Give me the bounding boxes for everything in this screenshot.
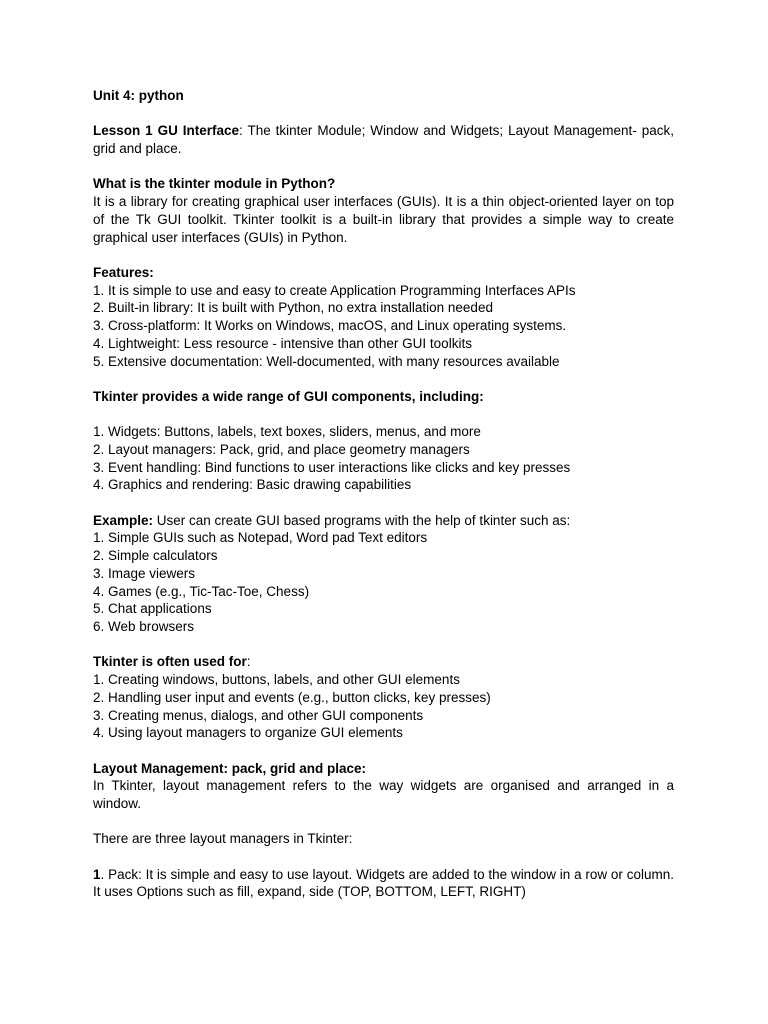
features-list [93, 282, 674, 371]
list-item: 4. Lightweight: Less resource - intensive than other GUI toolkits [93, 335, 472, 351]
list-item: 1. Creating windows, buttons, labels, and other GUI elements [93, 672, 460, 688]
list-item: 1. It is simple to use and easy to create Application Programming Interfaces APIs [93, 282, 576, 298]
layout-management-body: In Tkinter, layout management refers to the way widgets are organised and arranged in a window. [93, 778, 674, 811]
list-item: 3. Image viewers [93, 565, 196, 581]
example-text: User can create GUI based programs with the help of tkinter such as: [153, 512, 571, 528]
used-for-colon: : [246, 654, 251, 670]
pack-text: . Pack: It is simple and easy to use layout. Widgets are added to the window in a row or column. It uses Options such as fill, expand, side (TOP, BOTTOM, LEFT, RIGHT) [93, 866, 674, 900]
list-item: 1. Simple GUIs such as Notepad, Word pad Text editors [93, 530, 428, 546]
list-item: 2. Layout managers: Pack, grid, and place geometry managers [93, 441, 470, 457]
lesson-line [93, 122, 674, 157]
what-is-body: It is a library for creating graphical user interfaces (GUIs). It is a thin object-oriented layer on top of the Tk GUI toolkit. Tkinter toolkit is a built-in library that provides a simple way to create graphical user interfaces (GUIs) in Python. [93, 194, 674, 245]
components-list [93, 423, 674, 494]
used-for-heading [93, 653, 674, 671]
components-heading: Tkinter provides a wide range of GUI components, including: [93, 388, 484, 404]
layout-managers-intro: There are three layout managers in Tkinter: [93, 831, 353, 847]
pack-paragraph [93, 866, 674, 901]
example-line [93, 512, 674, 530]
lesson-text: : The tkinter Module; Window and Widgets; Layout Management- pack, grid and place. [93, 123, 674, 157]
list-item: 5. Chat applications [93, 601, 212, 617]
list-item: 2. Simple calculators [93, 548, 218, 564]
what-is-heading: What is the tkinter module in Python? [93, 176, 336, 192]
unit-title: Unit 4: python [93, 88, 184, 103]
list-item: 2. Built-in library: It is built with Python, no extra installation needed [93, 300, 493, 316]
features-heading: Features: [93, 264, 154, 280]
used-for-label: Tkinter is often used for [93, 654, 247, 670]
list-item: 4. Games (e.g., Tic-Tac-Toe, Chess) [93, 583, 310, 599]
pack-number: 1 [93, 866, 101, 882]
example-list [93, 529, 674, 635]
list-item: 6. Web browsers [93, 619, 195, 634]
document-content [93, 87, 674, 901]
example-label: Example: [93, 512, 154, 528]
list-item: 1. Widgets: Buttons, labels, text boxes, sliders, menus, and more [93, 424, 481, 440]
list-item: 4. Using layout managers to organize GUI elements [93, 725, 403, 741]
layout-management-heading: Layout Management: pack, grid and place: [93, 760, 367, 776]
list-item: 3. Creating menus, dialogs, and other GUI components [93, 707, 424, 723]
used-for-list [93, 671, 674, 742]
list-item: 2. Handling user input and events (e.g., button clicks, key presses) [93, 689, 491, 705]
lesson-label: Lesson 1 GU Interface [93, 123, 240, 139]
list-item: 4. Graphics and rendering: Basic drawing capabilities [93, 477, 412, 493]
list-item: 5. Extensive documentation: Well-documented, with many resources available [93, 353, 560, 369]
list-item: 3. Event handling: Bind functions to user interactions like clicks and key presses [93, 459, 571, 475]
list-item: 3. Cross-platform: It Works on Windows, macOS, and Linux operating systems. [93, 318, 567, 334]
